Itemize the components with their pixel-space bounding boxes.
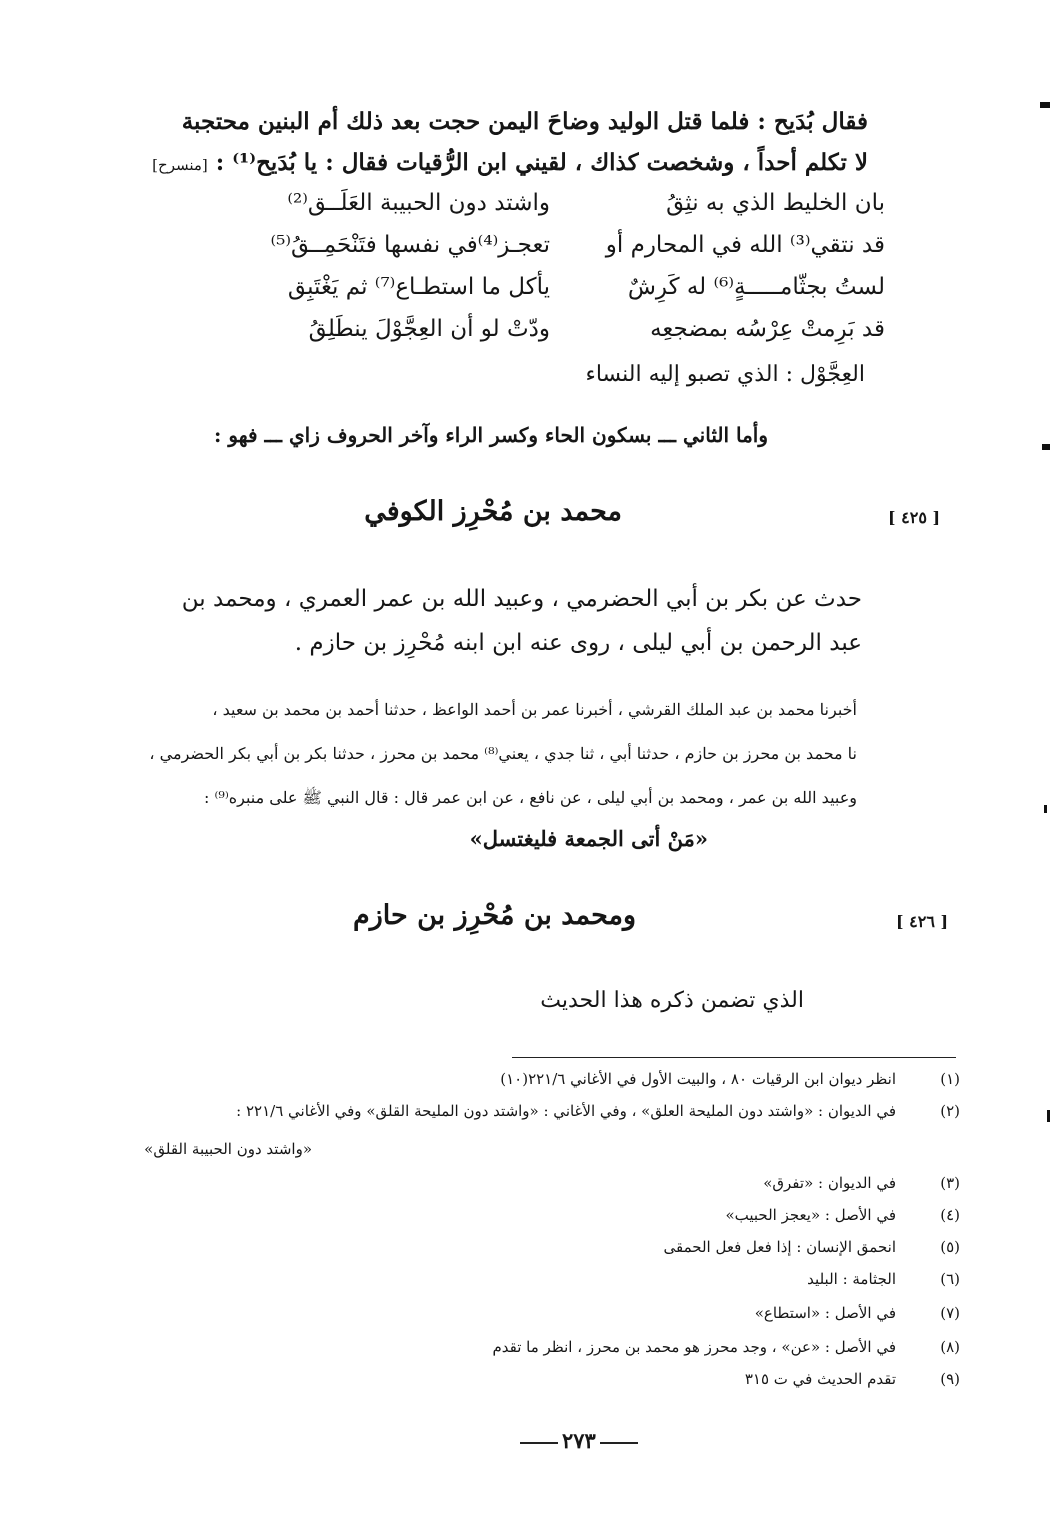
footnote-text: الجثامة : البليد [807, 1270, 896, 1288]
footnote-8 [492, 1338, 960, 1356]
footnote-number: (١) [940, 1070, 960, 1088]
footnote-text: انحمق الإنسان : إذا فعل فعل الحمقى [663, 1238, 896, 1256]
footnote-number: (٨) [940, 1338, 960, 1356]
footnote-3 [763, 1174, 960, 1192]
scan-mark [1044, 805, 1047, 813]
intro-line-1: فقال بُدَيح : فلما قتل الوليد وضاحَ اليمن حجت بعد ذلك أم البنين محتجبة [181, 108, 868, 135]
entry-425-number: [ ٤٢٥ ] [888, 508, 941, 527]
page-number-dash [520, 1442, 558, 1444]
footnote-text: في الأصل : «استطاع» [754, 1304, 896, 1322]
intro-line-2-text: لا تكلم أحداً ، وشخصت كذاك ، لقيني ابن الرُّقيات فقال : يا بُدَيح⁽¹⁾ : [215, 149, 868, 176]
footnote-7 [755, 1304, 960, 1322]
entry-425-bio-line-1: حدث عن بكر بن أبي الحضرمي ، وعبيد الله بن عمر العمري ، ومحمد بن [181, 586, 862, 612]
footnote-9 [745, 1370, 960, 1388]
hadith-text: «مَنْ أتى الجمعة فليغتسل» [469, 826, 708, 851]
footnote-number: (٧) [940, 1304, 960, 1322]
footnote-6 [807, 1270, 960, 1288]
footnote-text: تقدم الحديث في ت ٣١٥ [744, 1370, 896, 1388]
section-note: وأما الثاني ـــ بسكون الحاء وكسر الراء وآخر الحروف زاي ـــ فهو : [214, 423, 768, 447]
entry-426-subtitle: الذي تضمن ذكره هذا الحديث [540, 988, 804, 1013]
entry-426-title: ومحمد بن مُحْرِز بن حازم [353, 900, 636, 931]
footnote-number: (٥) [940, 1238, 960, 1256]
verse-1-left: واشتد دون الحبيبة العَلَــق⁽²⁾ [287, 190, 550, 216]
footnote-text: في الديوان : «واشتد دون المليحة العلق» ، وفي الأغاني : «واشتد دون المليحة القلق» وفي الأغاني ٢٢١/٦ : [236, 1102, 896, 1120]
entry-425-isnad-line-3: وعبيد الله بن عمر ، ومحمد بن أبي ليلى ، عن نافع ، عن ابن عمر قال : قال النبي ﷺ على منبره⁽⁹⁾ : [204, 788, 857, 807]
verse-4-right: قد بَرِمتْ عِرْسُه بمضجعِه [650, 316, 885, 342]
footnote-divider [512, 1057, 956, 1058]
gloss-note: العِجَّوْل : الذي تصبو إليه النساء [585, 362, 865, 387]
entry-425-title: محمد بن مُحْرِز الكوفي [364, 496, 622, 527]
poem-meter: [منسرح] [152, 156, 208, 174]
entry-425-bio-line-2: عبد الرحمن بن أبي ليلى ، روى عنه ابن ابنه مُحْرِز بن حازم . [294, 630, 862, 656]
verse-3-right: لستُ بجثّامـــــةٍ⁽⁶⁾ له كَرِشٌ [627, 274, 885, 300]
footnote-1 [500, 1070, 960, 1088]
verse-1-right: بان الخليط الذي به نثِقُ [666, 190, 885, 216]
verse-4-left: ودّتْ لو أن العِجَّوْلَ ينطَلِقُ [308, 316, 550, 342]
entry-425-isnad-line-2: نا محمد بن محرز بن حازم ، حدثنا أبي ، ثنا جدي ، يعني⁽⁸⁾ محمد بن محرز ، حدثنا بكر بن أبي بكر الحضرمي ، [149, 744, 857, 763]
intro-line-2 [152, 149, 868, 176]
scan-mark [1042, 444, 1050, 450]
footnote-text: انظر ديوان ابن الرقيات ٨٠ ، والبيت الأول في الأغاني ٢٢١/٦(١٠) [500, 1070, 896, 1088]
footnote-text: في الأصل : «عن» ، وجد محرز هو محمد بن محرز ، انظر ما تقدم [492, 1338, 896, 1356]
footnote-number: (٣) [940, 1174, 960, 1192]
page-number [516, 1428, 642, 1453]
footnote-2-continuation: «واشتد دون الحبيبة القلق» [144, 1140, 312, 1158]
footnote-number: (٩) [940, 1370, 960, 1388]
footnote-4 [725, 1206, 960, 1224]
footnote-5 [664, 1238, 960, 1256]
footnote-text: في الأصل : «يعجز الحبيب» [725, 1206, 896, 1224]
page-number-value: ٢٧٣ [562, 1428, 596, 1453]
footnote-number: (٢) [940, 1102, 960, 1120]
footnote-number: (٤) [940, 1206, 960, 1224]
footnote-text: في الديوان : «تفرق» [763, 1174, 896, 1192]
verse-2-left: تعجـز⁽⁴⁾في نفسها فتَنْحَمِــقُ⁽⁵⁾ [270, 232, 550, 258]
entry-426-number: [ ٤٢٦ ] [896, 912, 949, 931]
entry-425-isnad-line-1: أخبرنا محمد بن عبد الملك القرشي ، أخبرنا عمر بن أحمد الواعظ ، حدثنا أحمد بن محمد بن سعيد ، [212, 700, 857, 719]
page-number-dash [600, 1442, 638, 1444]
footnote-2 [236, 1102, 960, 1120]
verse-2-right: قد نتقي⁽³⁾ الله في المحارم أو [605, 232, 885, 258]
verse-3-left: يأكل ما استطـاع⁽⁷⁾ ثم يَغْتَبِق [287, 274, 550, 300]
footnote-number: (٦) [940, 1270, 960, 1288]
scan-mark [1040, 102, 1050, 108]
